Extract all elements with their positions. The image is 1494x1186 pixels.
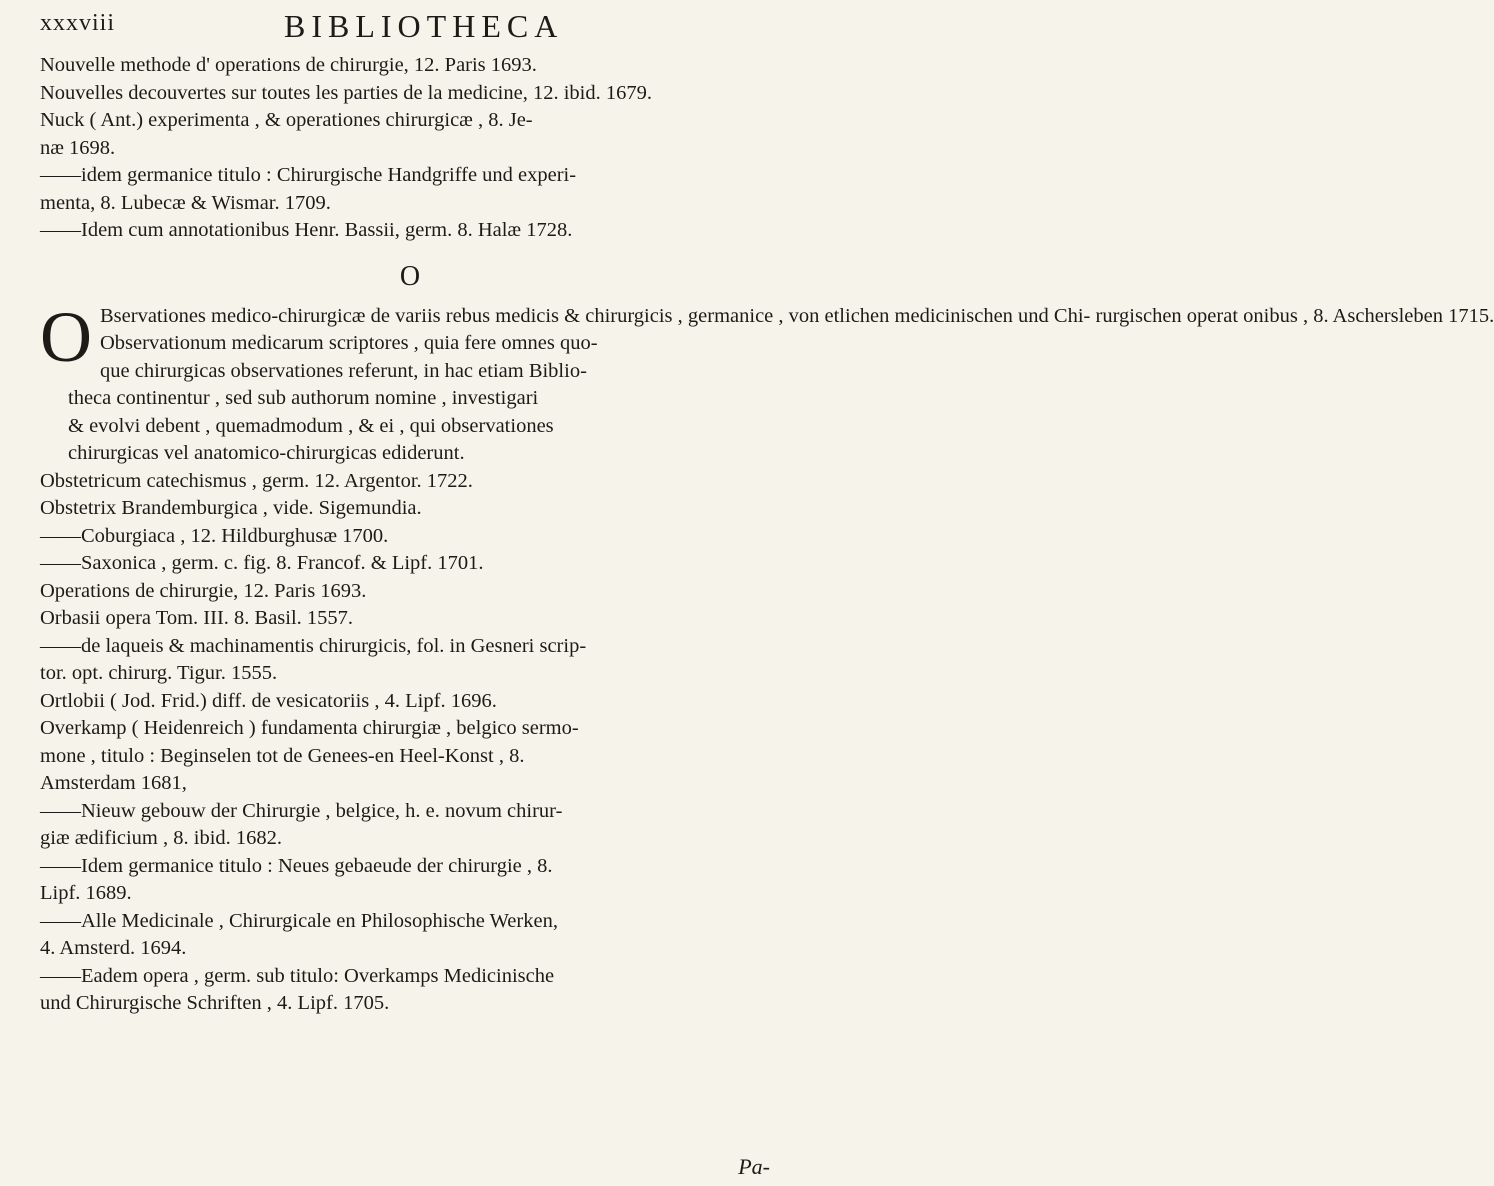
- entry-line: ——Alle Medicinale , Chirurgicale en Philosophische Werken,: [40, 909, 558, 932]
- entry-line: ——de laqueis & machinamentis chirurgicis, fol. in Gesneri scrip-: [40, 634, 587, 657]
- bibliography-entry: [40, 80, 780, 108]
- entry-line: ——Idem cum annotationibus Henr. Bassii, germ. 8. Halæ 1728.: [40, 219, 573, 241]
- entry-line: næ 1698.: [40, 136, 116, 159]
- entry-line: ——idem germanice titulo : Chirurgische Handgriffe und experi-: [40, 164, 577, 186]
- entry-line: Nouvelles decouvertes sur toutes les parties de la medicine, 12. ibid. 1679.: [40, 81, 652, 104]
- bibliography-entry: [40, 52, 780, 80]
- bibliography-entry: [40, 715, 780, 798]
- entry-line: ——Coburgiaca , 12. Hildburghusæ 1700.: [40, 524, 389, 547]
- entry-line: 4. Amsterd. 1694.: [40, 937, 187, 959]
- entry-line: Obstetrix Brandemburgica , vide. Sigemundia.: [40, 497, 422, 519]
- page-header: [40, 8, 780, 52]
- bibliography-entry: [40, 217, 780, 245]
- entry-line: Orbasii opera Tom. III. 8. Basil. 1557.: [40, 607, 354, 629]
- catchword: Pa-: [738, 1154, 770, 1179]
- entry-line: mone , titulo : Beginselen tot de Genees-en Heel-Konst , 8.: [40, 744, 525, 767]
- entry-line: Bservationes medico-chirurgicæ de variis rebus medicis &: [100, 304, 581, 327]
- bibliography-entry: [40, 853, 780, 908]
- observationes-note: [40, 330, 780, 468]
- entry-line: Lipf. 1689.: [40, 882, 132, 904]
- folio-number: xxxviii: [40, 10, 116, 36]
- entry-line: tor. opt. chirurg. Tigur. 1555.: [40, 662, 278, 684]
- drop-cap: O: [40, 296, 92, 377]
- bibliography-entry: [40, 605, 780, 633]
- entry-line: Ortlobii ( Jod. Frid.) diff. de vesicatoriis , 4. Lipf. 1696.: [40, 689, 497, 712]
- entry-line: ——Eadem opera , germ. sub titulo: Overkamps Medicinische: [40, 964, 555, 987]
- bibliography-entry: [40, 963, 780, 1018]
- entry-line: ——Saxonica , germ. c. fig. 8. Francof. & Lipf. 1701.: [40, 552, 484, 574]
- note-line: theca continentur , sed sub authorum nomine , investigari: [68, 387, 539, 409]
- section-letter: O: [399, 260, 421, 292]
- entry-line: menta, 8. Lubecæ & Wismar. 1709.: [40, 191, 331, 214]
- bibliography-entry: [40, 468, 780, 496]
- bibliography-entry: [40, 578, 780, 606]
- entry-line: Nouvelle methode d' operations de chirurgie, 12. Paris 1693.: [40, 54, 537, 76]
- entry-line: und Chirurgische Schriften , 4. Lipf. 1705.: [40, 992, 390, 1014]
- bibliography-entry: [40, 550, 780, 578]
- bibliography-entry: [40, 633, 780, 688]
- running-title: BIBLIOTHECA: [284, 8, 564, 44]
- entry-line: Obstetricum catechismus , germ. 12. Argentor. 1722.: [40, 469, 473, 492]
- bibliography-entry: [40, 495, 780, 523]
- entry-line: ——Nieuw gebouw der Chirurgie , belgice, h. e. novum chirur-: [40, 799, 563, 822]
- note-line: chirurgicas vel anatomico-chirurgicas ediderunt.: [68, 442, 465, 464]
- entry-line: giæ ædificium , 8. ibid. 1682.: [40, 827, 283, 849]
- bibliography-entry: [40, 798, 780, 853]
- entries-bottom: [40, 468, 780, 1018]
- entry-line: ——Idem germanice titulo : Neues gebaeude der chirurgie , 8.: [40, 854, 553, 877]
- entries-top: [40, 52, 780, 245]
- page: [40, 8, 1494, 1018]
- note-line: que chirurgicas observationes referunt, in hac etiam Biblio-: [100, 359, 587, 382]
- note-line: Observationum medicarum scriptores , quia fere omnes quo-: [100, 332, 598, 354]
- entry-line: Nuck ( Ant.) experimenta , & operationes chirurgicæ , 8. Je-: [40, 109, 533, 131]
- note-line: & evolvi debent , quemadmodum , & ei , qui observationes: [68, 414, 554, 437]
- entry-line: Operations de chirurgie, 12. Paris 1693.: [40, 579, 367, 602]
- bibliography-entry: [40, 908, 780, 963]
- bibliography-entry: [40, 523, 780, 551]
- entry-line: Amsterdam 1681,: [40, 772, 187, 794]
- entry-line: rurgischen operat onibus , 8. Aschersleben 1715.: [1095, 304, 1494, 327]
- bibliography-entry: [40, 688, 780, 716]
- entry-line: chirurgicis , germanice , von etlichen medicinischen und Chi-: [585, 304, 1091, 327]
- bibliography-entry: [40, 107, 780, 162]
- bibliography-entry: [40, 162, 780, 217]
- entry-line: Overkamp ( Heidenreich ) fundamenta chirurgiæ , belgico sermo-: [40, 717, 579, 739]
